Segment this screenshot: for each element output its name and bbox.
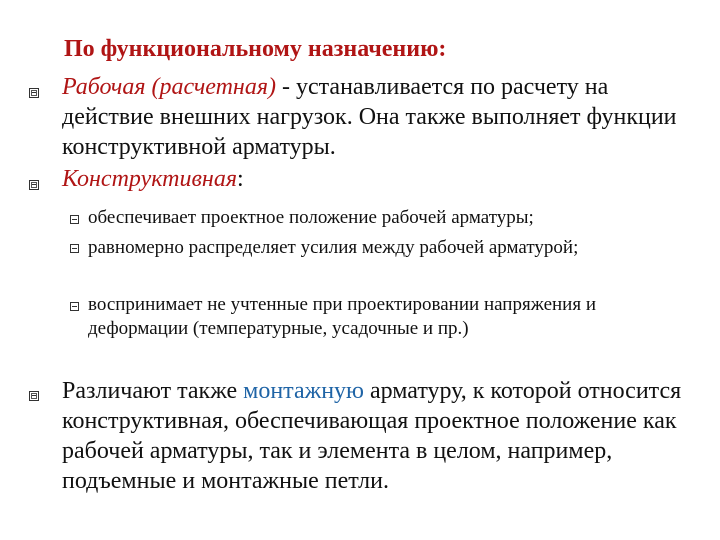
item-text: - устанавливается по расчету на действие внешних нагрузок. Она также выполняет функции конструктивной арматуры.: [62, 74, 677, 160]
term-mounting: монтажную: [243, 378, 364, 404]
list-item-structural-rebar: [62, 164, 702, 194]
square-bullet-icon: [29, 180, 39, 190]
list-item-working-rebar: [62, 72, 702, 162]
term-structural: Конструктивная: [62, 166, 237, 192]
sub-list-item: обеспечивает проектное положение рабочей арматуры;: [88, 207, 534, 228]
small-square-bullet-icon: [70, 302, 79, 311]
sub-list-item: равномерно распределяет усилия между рабочей арматурой;: [88, 237, 579, 258]
small-square-bullet-icon: [70, 244, 79, 253]
square-bullet-icon: [29, 391, 39, 401]
item-text-before: Различают также: [62, 378, 244, 404]
small-square-bullet-icon: [70, 215, 79, 224]
item-text: арматуру, к которой относится конструктивная, обеспечивающая проектное положение как рабочей арматуры, так и элемента в целом, например, подъемные и монтажные петли.: [62, 378, 682, 494]
slide-title: По функциональному назначению:: [64, 36, 447, 62]
list-item-mounting-rebar: [62, 376, 702, 496]
sub-list-item: воспринимает не учтенные при проектировании напряжения и деформации (температурные, усадочные и пр.): [88, 294, 596, 339]
term-working: Рабочая (расчетная): [62, 74, 276, 100]
item-text: :: [236, 166, 244, 192]
square-bullet-icon: [29, 88, 39, 98]
